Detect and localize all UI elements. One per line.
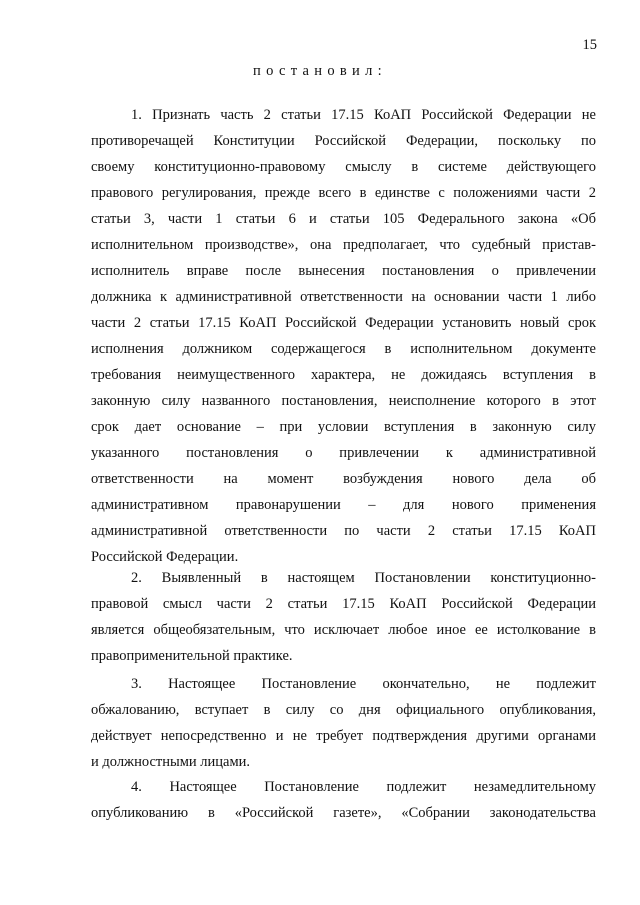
paragraph-line: опубликованию в «Российской газете», «Собрании законодательства <box>91 805 596 821</box>
paragraph-line: исполнительном производстве», она предполагает, что судебный пристав- <box>91 237 596 253</box>
paragraph-line: действует непосредственно и не требует подтверждения другими органами <box>91 728 596 744</box>
paragraph-4 <box>91 774 596 826</box>
paragraph-line: 1. Признать часть 2 статьи 17.15 КоАП Российской Федерации не <box>131 107 596 123</box>
paragraph-line: исполнитель вправе после вынесения постановления о привлечении <box>91 263 596 279</box>
paragraph-line: исполнения должником содержащегося в исполнительном документе <box>91 341 596 357</box>
paragraph-line: является общеобязательным, что исключает любое иное ее истолкование в <box>91 622 596 638</box>
paragraph-3 <box>91 671 596 775</box>
paragraph-line: обжалованию, вступает в силу со дня официального опубликования, <box>91 702 596 718</box>
paragraph-line: и должностными лицами. <box>91 754 251 770</box>
paragraph-line: административной ответственности по части 2 статьи 17.15 КоАП <box>91 523 596 539</box>
paragraph-line: требования неимущественного характера, не дожидаясь вступления в <box>91 367 596 383</box>
paragraph-line: срок дает основание – при условии вступления в законную силу <box>91 419 596 435</box>
paragraph-line: части 2 статьи 17.15 КоАП Российской Федерации установить новый срок <box>91 315 596 331</box>
paragraph-1 <box>91 102 596 570</box>
paragraph-line: статьи 3, части 1 статьи 6 и статьи 105 Федерального закона «Об <box>91 211 596 227</box>
paragraph-line: 3. Настоящее Постановление окончательно, не подлежит <box>131 676 596 692</box>
paragraph-line: должника к административной ответственности на основании части 1 либо <box>91 289 596 305</box>
page-number: 15 <box>582 37 597 53</box>
paragraph-line: правового регулирования, прежде всего в единстве с положениями части 2 <box>91 185 596 201</box>
paragraph-line: указанного постановления о привлечении к административной <box>91 445 596 461</box>
paragraph-line: административном правонарушении – для нового применения <box>91 497 596 513</box>
paragraph-line: 2. Выявленный в настоящем Постановлении конституционно- <box>131 570 596 586</box>
paragraph-line: правовой смысл части 2 статьи 17.15 КоАП Российской Федерации <box>91 596 596 612</box>
paragraph-line: 4. Настоящее Постановление подлежит незамедлительному <box>131 779 596 795</box>
decision-heading: постановил: <box>253 63 387 79</box>
paragraph-line: своему конституционно-правовому смыслу в системе действующего <box>91 159 596 175</box>
paragraph-line: Российской Федерации. <box>91 549 239 565</box>
paragraph-line: законную силу названного постановления, неисполнение которого в этот <box>91 393 596 409</box>
paragraph-line: ответственности на момент возбуждения нового дела об <box>91 471 596 487</box>
paragraph-line: противоречащей Конституции Российской Федерации, поскольку по <box>91 133 596 149</box>
paragraph-2 <box>91 565 596 669</box>
paragraph-line: правоприменительной практике. <box>91 648 293 664</box>
